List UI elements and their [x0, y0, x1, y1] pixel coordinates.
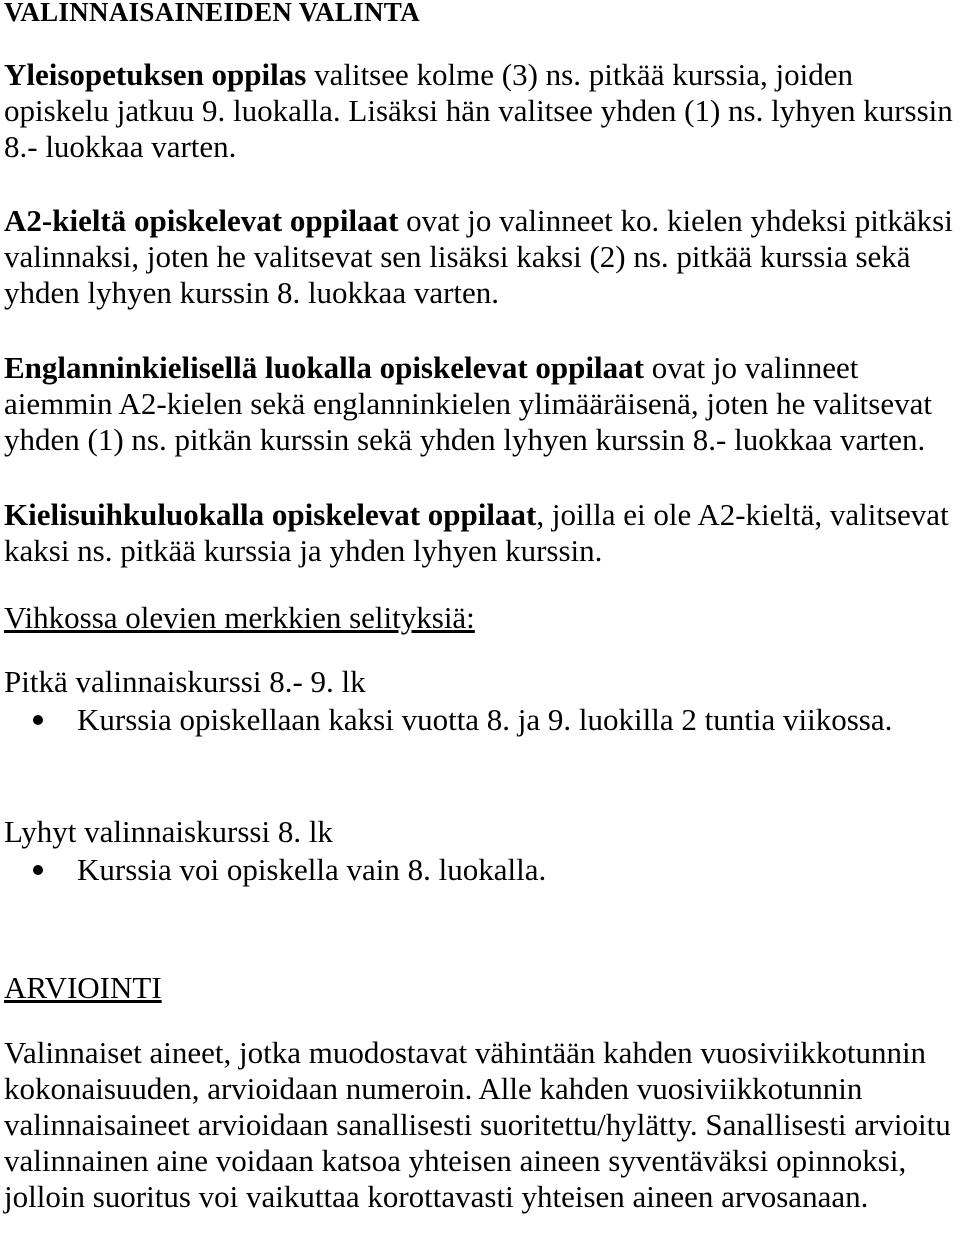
long-course-label: Pitkä valinnaiskurssi 8.- 9. lk	[4, 664, 366, 699]
bullet-icon	[33, 865, 43, 875]
assessment-heading: ARVIOINTI	[4, 970, 162, 1005]
paragraph-general-students	[4, 57, 956, 165]
assessment-text: Valinnaiset aineet, jotka muodostavat vähintään kahden vuosiviikkotunnin kokonaisuuden, arvioidaan numeroin. Alle kahden vuosiviikkotunnin valinnaisaineet arvioidaan sanallisesti suoritettu/hylätty. Sanallisesti arvioitu valinnainen aine voidaan katsoa yhteisen aineen syventäväksi opinnoksi, jolloin suoritus voi vaikuttaa korottavasti yhteisen aineen arvosanaan.	[4, 1035, 951, 1214]
paragraph-bold-lead: Englanninkielisellä luokalla opiskelevat oppilaat	[4, 350, 644, 385]
paragraph-body: valitsee kolme (3) ns. pitkää kurssia, joiden opiskelu jatkuu 9. luokalla. Lisäksi hän valitsee yhden (1) ns. lyhyen kurssin 8.- luokkaa varten.	[4, 57, 953, 164]
paragraph-body: ovat jo valinneet ko. kielen yhdeksi pitkäksi valinnaksi, joten he valitsevat sen lisäksi kaksi (2) ns. pitkää kurssia sekä yhden lyhyen kurssin 8. luokkaa varten.	[4, 203, 953, 310]
paragraph-body: , joilla ei ole A2-kieltä, valitsevat kaksi ns. pitkää kurssia ja yhden lyhyen kurssin.	[4, 497, 949, 568]
page-title: VALINNAISAINEIDEN VALINTA	[4, 0, 420, 27]
paragraph-bold-lead: A2-kieltä opiskelevat oppilaat	[4, 203, 399, 238]
long-course-bullet	[4, 702, 892, 738]
short-course-label: Lyhyt valinnaiskurssi 8. lk	[4, 814, 333, 849]
bullet-icon	[33, 715, 43, 725]
short-course-bullet-text: Kurssia voi opiskella vain 8. luokalla.	[77, 852, 547, 887]
long-course-bullet-text: Kurssia opiskellaan kaksi vuotta 8. ja 9. luokilla 2 tuntia viikossa.	[77, 702, 893, 737]
short-course-bullet	[4, 852, 546, 888]
paragraph-bold-lead: Kielisuihkuluokalla opiskelevat oppilaat	[4, 497, 537, 532]
paragraph-bold-lead: Yleisopetuksen oppilas	[4, 57, 307, 92]
paragraph-body: ovat jo valinneet aiemmin A2-kielen sekä englanninkielen ylimääräisenä, joten he valitsevat yhden (1) ns. pitkän kurssin sekä yhden lyhyen kurssin 8.- luokkaa varten.	[4, 350, 932, 457]
paragraph-english-class-students	[4, 350, 956, 458]
paragraph-a2-students	[4, 203, 956, 311]
paragraph-immersion-students	[4, 497, 956, 569]
legend-heading: Vihkossa olevien merkkien selityksiä:	[4, 600, 475, 635]
